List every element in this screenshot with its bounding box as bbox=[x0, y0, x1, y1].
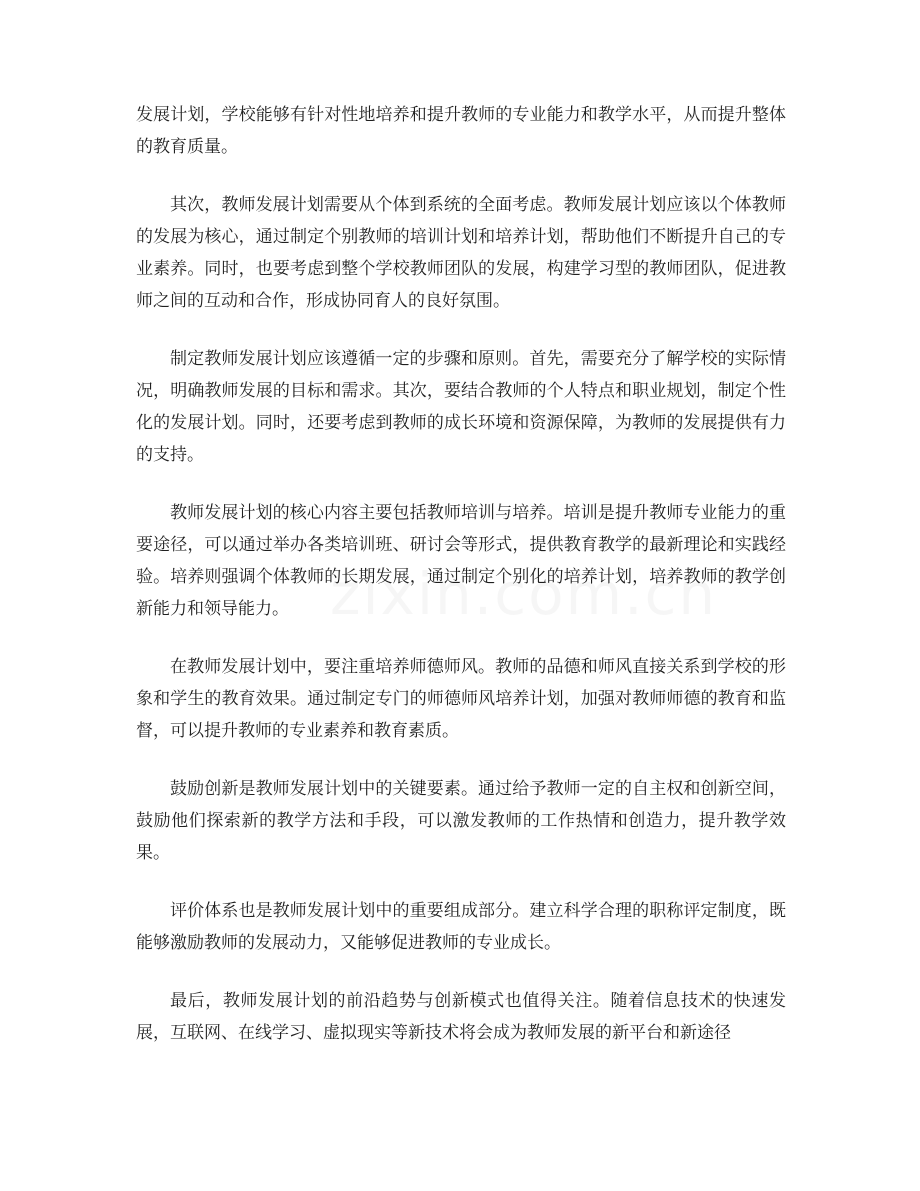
paragraph: 发展计划，学校能够有针对性地培养和提升教师的专业能力和教学水平，从而提升整体的教育质量。 bbox=[136, 105, 786, 157]
paragraph: 评价体系也是教师发展计划中的重要组成部分。建立科学合理的职称评定制度，既能够激励教师的发展动力，又能够促进教师的专业成长。 bbox=[136, 901, 786, 953]
paragraph: 制定教师发展计划应该遵循一定的步骤和原则。首先，需要充分了解学校的实际情况，明确教师发展的目标和需求。其次，要结合教师的个人特点和职业规划，制定个性化的发展计划。同时，还要考虑到教师的成长环境和资源保障，为教师的发展提供有力的支持。 bbox=[136, 349, 786, 465]
paragraph: 其次，教师发展计划需要从个体到系统的全面考虑。教师发展计划应该以个体教师的发展为核心，通过制定个别教师的培训计划和培养计划，帮助他们不断提升自己的专业素养。同时，也要考虑到整个学校教师团队的发展，构建学习型的教师团队，促进教师之间的互动和合作，形成协同育人的良好氛围。 bbox=[136, 195, 786, 311]
document-body bbox=[136, 99, 786, 1075]
paragraph: 鼓励创新是教师发展计划中的关键要素。通过给予教师一定的自主权和创新空间，鼓励他们探索新的教学方法和手段，可以激发教师的工作热情和创造力，提升教学效果。 bbox=[136, 779, 786, 863]
paragraph: 在教师发展计划中，要注重培养师德师风。教师的品德和师风直接关系到学校的形象和学生的教育效果。通过制定专门的师德师风培养计划，加强对教师师德的教育和监督，可以提升教师的专业素养和教育素质。 bbox=[136, 657, 786, 741]
paragraph: 最后，教师发展计划的前沿趋势与创新模式也值得关注。随着信息技术的快速发展，互联网、在线学习、虚拟现实等新技术将会成为教师发展的新平台和新途径 bbox=[136, 991, 786, 1043]
paragraph: 教师发展计划的核心内容主要包括教师培训与培养。培训是提升教师专业能力的重要途径，可以通过举办各类培训班、研讨会等形式，提供教育教学的最新理论和实践经验。培养则强调个体教师的长期发展，通过制定个别化的培养计划，培养教师的教学创新能力和领导能力。 bbox=[136, 503, 786, 619]
